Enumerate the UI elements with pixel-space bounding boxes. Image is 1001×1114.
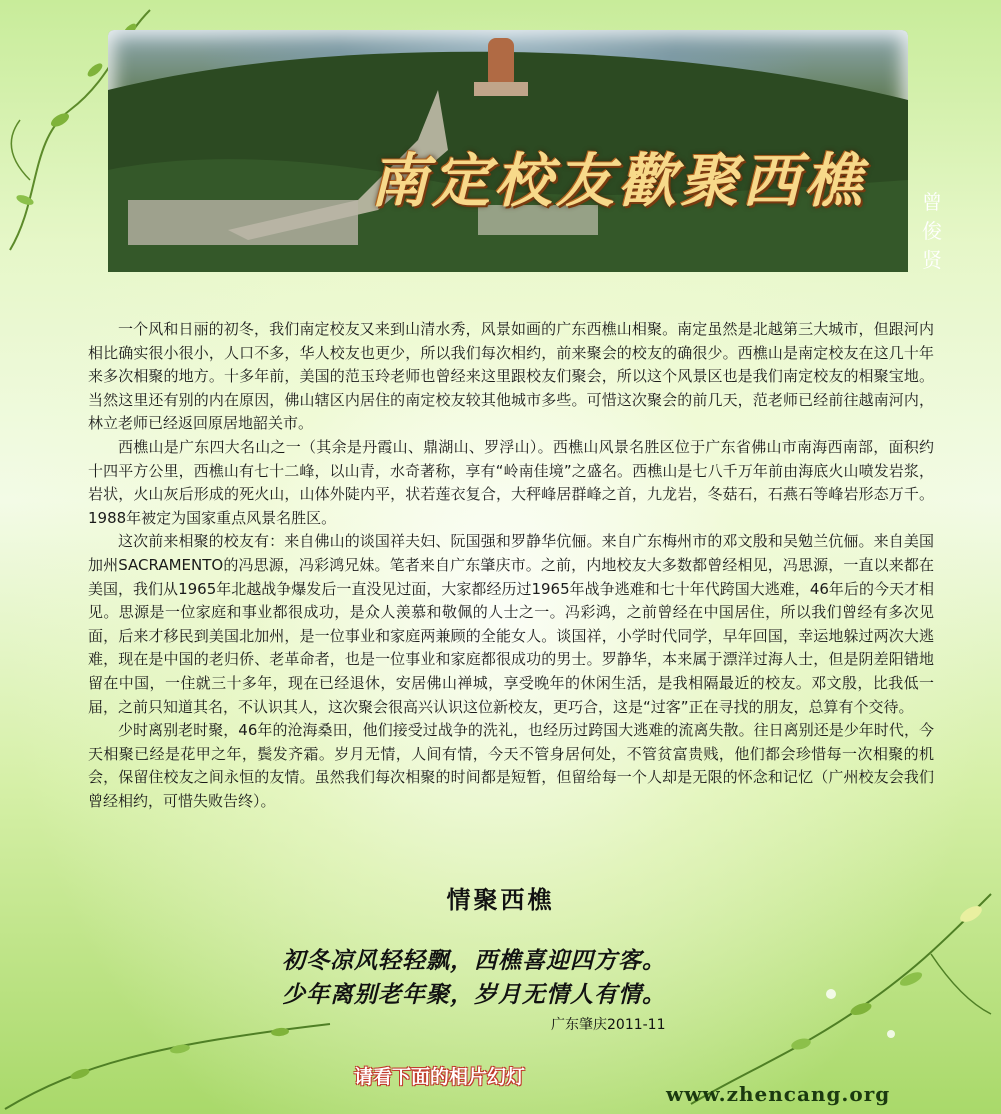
article-paragraph: 一个风和日丽的初冬，我们南定校友又来到山清水秀，风景如画的广东西樵山相聚。南定虽然是北越第三大城市，但跟河内相比确实很小很小，人口不多，华人校友也更少，所以我们每次相约，前来聚会的校友的确很少。西樵山是南定校友在这几十年来多次相聚的地方。十多年前，美国的范玉玲老师也曾经来这里跟校友们聚会，所以这个风景区也是我们南定校友的相聚宝地。当然这里还有别的内在原因，佛山辖区内居住的南定校友较其他城市多些。可惜这次聚会的前几天，范老师已经前往越南河内，林立老师已经返回原居地韶关市。: [88, 320, 934, 433]
article-paragraph: 西樵山是广东四大名山之一（其余是丹霞山、鼎湖山、罗浮山）。西樵山风景名胜区位于广东省佛山市南海西南部，面积约十四平方公里，西樵山有七十二峰，以山青，水奇著称，享有“岭南佳境”之盛名。西樵山是七八千万年前由海底火山喷发岩浆，岩状，火山灰后形成的死火山，山体外陡内平，状若莲衣复合，大秤峰居群峰之首，九龙岩，冬菇石，石燕石等峰岩形态万千。1988年被定为国家重点风景名胜区。: [88, 437, 934, 527]
article-paragraph: 少时离别老时聚，46年的沧海桑田，他们接受过战争的洗礼，也经历过跨国大逃难的流离失散。往日离别还是少年时代，今天相聚已经是花甲之年，鬓发齐霜。岁月无情，人间有情，今天不管身居何处，不管贫富贵贱，他们都会珍惜每一次相聚的机会，保留住校友之间永恒的友情。虽然我们每次相聚的时间都是短暂，但留给每一个人却是无限的怀念和记忆（广州校友会我们曾经相约，可惜失败告终）。: [88, 721, 934, 810]
article-paragraph: 这次前来相聚的校友有：来自佛山的谈国祥夫妇、阮国强和罗静华伉俪。来自广东梅州市的邓文殷和吴勉兰伉俪。来自美国加州SACRAMENTO的冯思源，冯彩鸿兄妹。笔者来自广东肇庆市。之前，内地校友大多数都曾经相见，冯思源，一直以来都在美国，我们从1965年北越战争爆发后一直没见过面，大家都经历过1965年战争逃难和七十年代跨国大逃难，46年后的今天才相见。思源是一位家庭和事业都很成功，是众人羡慕和敬佩的人士之一。冯彩鸿，之前曾经在中国居住，所以我们曾经有多次见面，后来才移民到美国北加州，是一位事业和家庭两兼顾的全能女人。谈国祥，小学时代同学，早年回国，幸运地躲过两次大逃难，现在是中国的老归侨、老革命者，也是一位事业和家庭都很成功的男士。罗静华，本来属于漂洋过海人士，但是阴差阳错地留在中国，一住就三十多年，现在已经退休，安居佛山禅城，享受晚年的休闲生活，是我相隔最近的校友。邓文殷，比我低一届，之前只知道其名，不认识其人，这次聚会很高兴认识这位新校友，更巧合，这是“过客”正在寻找的朋友，总算有个交待。: [88, 532, 934, 716]
site-watermark: www.zhencang.org: [666, 1082, 891, 1106]
signature-date: 广东肇庆2011-11: [551, 1017, 666, 1033]
vine-decoration-bottom-left: [0, 1004, 340, 1114]
page-title: 南定校友歡聚西樵: [370, 147, 867, 215]
poem-line: 初冬凉风轻轻飘，西樵喜迎四方客。: [282, 947, 666, 974]
author-name: 曾俊贤: [922, 190, 942, 272]
photo-slideshow-link[interactable]: 请看下面的相片幻灯: [354, 1066, 526, 1088]
poem-line: 少年离别老年聚，岁月无情人有情。: [282, 981, 666, 1008]
poem-title: 情聚西樵: [446, 885, 555, 914]
header-banner: [108, 30, 942, 272]
article-body: [88, 318, 934, 813]
